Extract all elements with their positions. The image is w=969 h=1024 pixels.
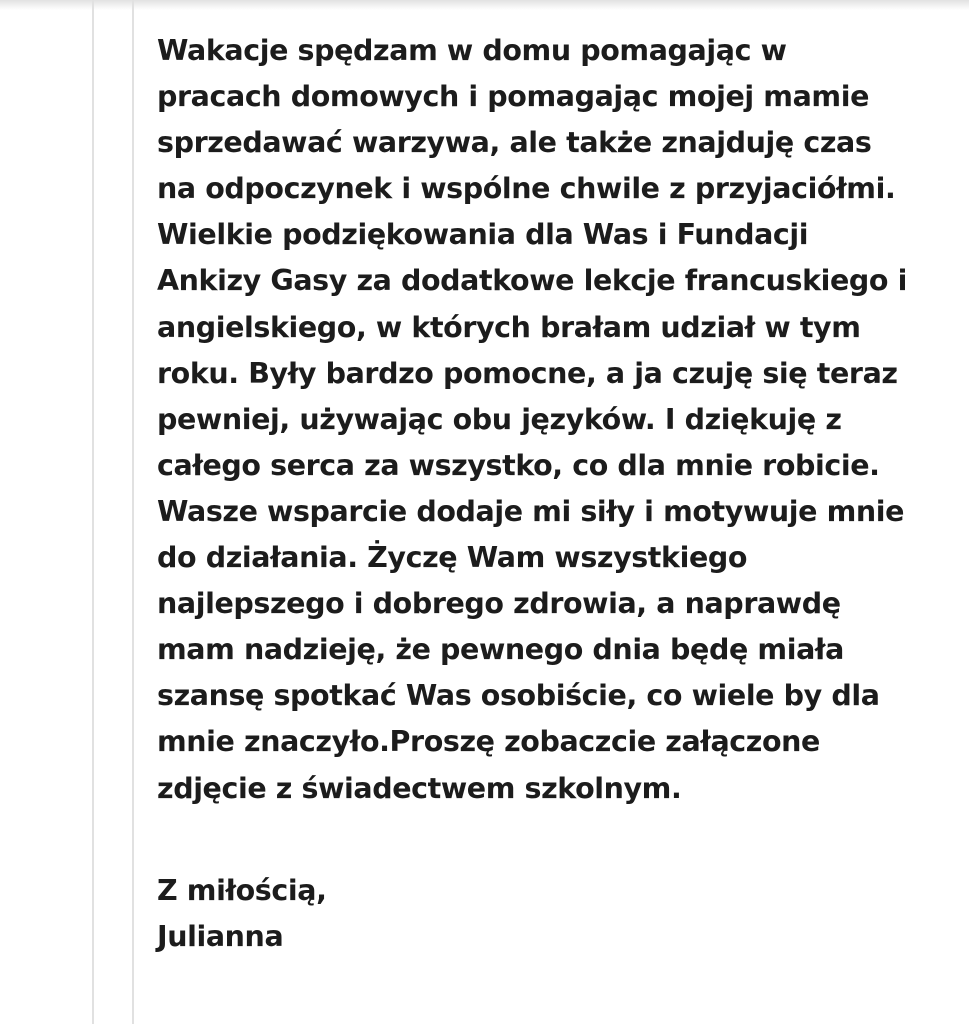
message-body	[157, 28, 947, 812]
message-line: na odpoczynek i wspólne chwile z przyjaciółmi.	[157, 172, 896, 206]
message-line: całego serca za wszystko, co dla mnie robicie.	[157, 448, 880, 482]
quote-indent-line-inner	[132, 0, 134, 1024]
message-line: mam nadzieję, że pewnego dnia będę miała	[157, 633, 844, 667]
closing-phrase: Z miłością,	[157, 874, 327, 907]
signature: Julianna	[157, 920, 284, 954]
top-shadow	[0, 0, 969, 10]
message-line: szansę spotkać Was osobiście, co wiele by dla	[157, 679, 880, 713]
quote-indent-line-outer	[92, 0, 94, 1024]
message-line: angielskiego, w których brałam udział w tym	[157, 310, 861, 344]
message-closing	[157, 868, 327, 960]
message-line: Ankizy Gasy za dodatkowe lekcje francuskiego i	[157, 264, 907, 298]
message-line: Wielkie podziękowania dla Was i Fundacji	[157, 218, 809, 252]
message-line: najlepszego i dobrego zdrowia, a naprawdę	[157, 587, 841, 621]
message-line: mnie znaczyło.Proszę zobaczcie załączone	[157, 725, 820, 759]
message-line: roku. Były bardzo pomocne, a ja czuję się teraz	[157, 356, 898, 390]
message-line: zdjęcie z świadectwem szkolnym.	[157, 771, 682, 805]
message-line: Wasze wsparcie dodaje mi siły i motywuje mnie	[157, 494, 905, 528]
message-line: pewniej, używając obu języków. I dziękuję z	[157, 402, 842, 436]
message-line: Wakacje spędzam w domu pomagając w	[157, 34, 787, 67]
message-line: sprzedawać warzywa, ale także znajduję czas	[157, 126, 872, 160]
message-line: do działania. Życzę Wam wszystkiego	[157, 541, 748, 575]
message-line: pracach domowych i pomagając mojej mamie	[157, 80, 870, 114]
